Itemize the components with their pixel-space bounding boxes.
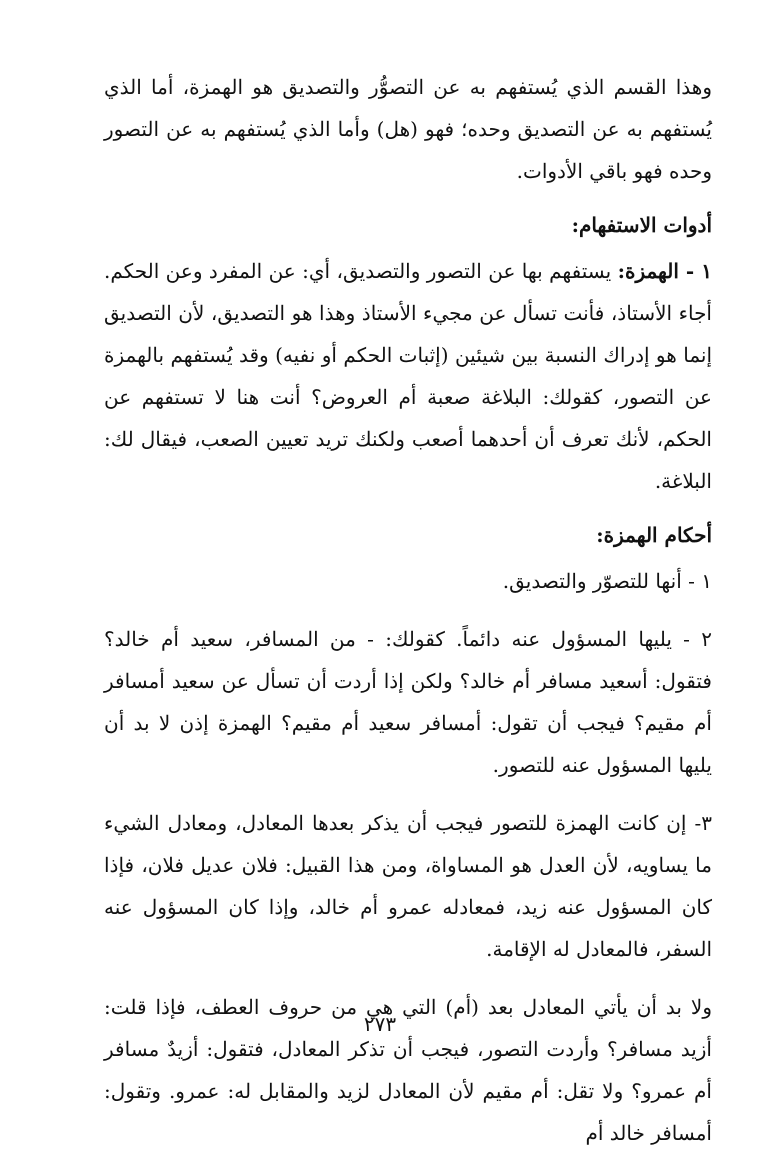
hamza-label: ١ - الهمزة: [617,259,712,283]
hamza-paragraph [104,250,712,502]
hamza-text: يستفهم بها عن التصور والتصديق، أي: عن المفرد وعن الحكم. أجاء الأستاذ، فأنت تسأل عن مجيء الأستاذ وهذا هو التصديق، لأن التصديق إنما هو إدراك النسبة بين شيئين (إثبات الحكم أو نفيه) وقد يُستفهم بالهمزة عن التصور، كقولك: البلاغة صعبة أم العروض؟ أنت هنا لا تستفهم عن الحكم، لأنك تعرف أن أحدهما أصعب ولكنك تريد تعيين الصعب، فيقال لك: البلاغة. [104,259,712,493]
intro-paragraph: وهذا القسم الذي يُستفهم به عن التصوُّر والتصديق هو الهمزة، أما الذي يُستفهم به عن التصديق وحده؛ فهو (هل) وأما الذي يُستفهم به عن التصور وحده فهو باقي الأدوات. [104,75,712,183]
rule-1-paragraph: ١ - أنها للتصوّر والتصديق. [502,569,712,593]
rule-3-paragraph: ٣- إن كانت الهمزة للتصور فيجب أن يذكر بعدها المعادل، ومعادل الشيء ما يساويه، لأن العدل هو المساواة، ومن هذا القبيل: فلان عديل فلان، فإذا كان المسؤول عنه زيد، فمعادله عمرو أم خالد، وإذا كان المسؤول عنه السفر، فالمعادل له الإقامة. [104,811,712,961]
page-number: ٢٧٣ [363,1012,397,1036]
tools-heading: أدوات الاستفهام: [571,213,712,237]
rule-2-paragraph: ٢ - يليها المسؤول عنه دائماً. كقولك: - من المسافر، سعيد أم خالد؟ فتقول: أسعيد مسافر أم خالد؟ ولكن إذا أردت أن تسأل عن سعيد أمسافر أم مقيم؟ فيجب أن تقول: أمسافر سعيد أم مقيم؟ الهمزة إذن لا بد أن يليها المسؤول عنه للتصور. [104,627,712,777]
rules-heading: أحكام الهمزة: [596,523,712,547]
page-content [104,66,712,1154]
closing-paragraph: ولا بد أن يأتي المعادل بعد (أم) التي هي من حروف العطف، فإذا قلت: أزيد مسافر؟ وأردت التصور، فيجب أن تذكر المعادل، فتقول: أزيدٌ مسافر أم عمرو؟ ولا تقل: أم مقيم لأن المعادل لزيد والمقابل له: عمرو. وتقول: أمسافر خالد أم [104,995,712,1145]
